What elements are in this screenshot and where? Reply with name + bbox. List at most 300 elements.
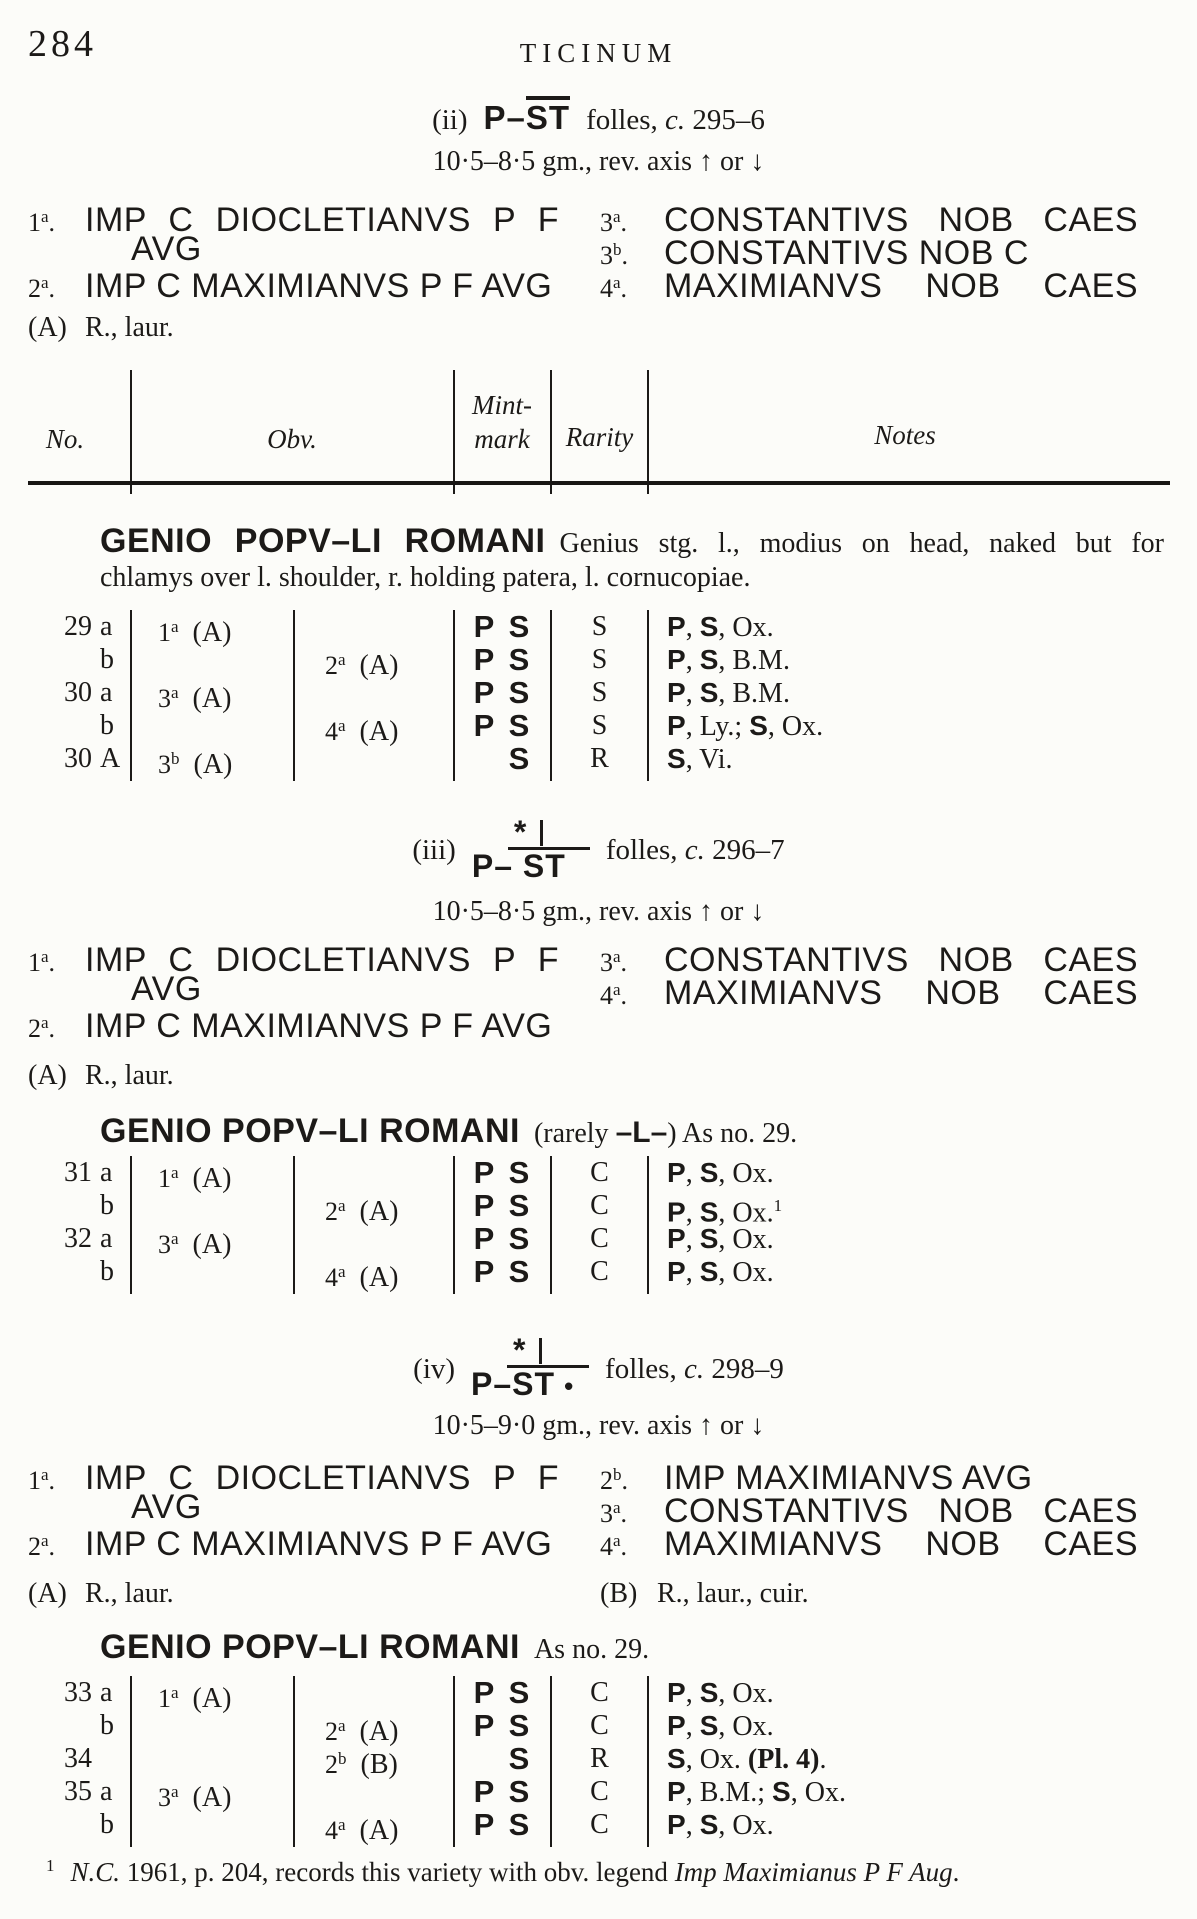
column-header-rarity: Rarity [565,422,634,452]
mint-letter: S [699,1223,719,1254]
obverse-cell-1 [132,1808,295,1847]
obverse-cell-1 [132,1255,295,1294]
mintmark-p: P [473,1708,495,1743]
bust-type-code: (A) [192,1229,232,1260]
bust-type-code: (A) [359,716,399,747]
legend-item [600,266,1138,305]
legend-list-right-iv [600,1458,1138,1563]
table-row [0,1188,1170,1229]
catalog-number-cell [0,742,132,781]
catalog-subletter: A [100,743,121,774]
star-symbol: * [513,1332,526,1368]
catalog-subletter: a [100,1677,113,1708]
footnote-text [71,1857,960,1887]
obverse-ref-number: 3 [158,750,171,779]
weight-line-iii: 10·5–8·5 gm., rev. axis ↑ or ↓ [432,896,765,927]
legend-text-line2: AVG [131,1488,202,1526]
section-iv-heading [0,1332,1197,1402]
mintmark-iv-pst: P–ST [471,1366,556,1402]
footnote-roman-text: 1961, p. 204, records this variety with obv. legend [120,1857,675,1887]
legend-item [600,1458,1138,1497]
catalog-number [0,1255,92,1294]
obverse-ref-sup: a [338,716,346,735]
legend-list-right-ii [600,200,1138,305]
mint-letter: P [667,1677,686,1708]
mintmark-p: P [473,1155,495,1190]
legend-ref: 1$^a$. [28,207,56,237]
bust-type-code: (A) [192,1163,232,1194]
legend-text: CONSTANTIVS NOB CAES [664,941,1138,979]
genio-description-2: chlamys over l. shoulder, r. holding patera, l. cornucopiae. [100,562,751,593]
obverse-ref-number: 1 [158,1684,171,1713]
mintmark-iii-pst: P– ST [471,848,566,884]
genio-description-1: Genius stg. l., modius on head, naked but for [559,528,1164,559]
section-ii-label: (ii) [432,104,468,136]
mint-letter: S [699,1157,719,1188]
legend-list-left-iv [28,1458,559,1563]
legend-text: IMP C DIOCLETIANVS P F [85,1459,559,1497]
obverse-ref-sup: a [338,1196,346,1215]
legend-ref-sup: a [41,1465,49,1484]
mintmark-p: P [473,708,495,743]
catalog-subletter: a [100,1776,113,1807]
mintmark-p: P [473,642,495,677]
legend-item [28,940,559,979]
legend-list-left-ii [28,200,559,305]
legend-ref: 4$^a$. [600,1531,628,1561]
rarity-cell: C [552,1156,649,1195]
catalog-number: 33 [64,1677,92,1708]
legend-text-line2: AVG [131,230,202,268]
bust-type-code: (B) [360,1749,398,1780]
bust-type-code: (A) [359,1815,399,1846]
legend-ref-number: 1 [28,948,41,977]
obverse-ref-sup: a [171,1163,179,1182]
rarity-cell: R [552,742,649,781]
bust-type-code: (A) [359,650,399,681]
notes-cell: P, Ly.; S, Ox. [667,710,824,742]
legend-item [600,200,1138,239]
obverse-ref-number: 3 [158,684,171,713]
table-row [0,1741,1170,1780]
bust-type-code: (A) [192,1782,232,1813]
legend-item [600,1524,1138,1563]
mintmark-iv-top [507,1332,589,1368]
genio-line1 [100,524,1164,561]
footnote [46,1856,959,1888]
mint-letter: P [667,1196,686,1228]
catalog-number [0,1808,92,1847]
legend-ref: 3$^a$. [600,1498,628,1528]
mintmark-p: P [473,675,495,710]
mintmark-s: S [508,1741,530,1776]
mintmark-ii-st-overline: ST [526,96,570,133]
notes-cell: P, S, B.M. [667,644,790,676]
footnote-roman-text: . [952,1857,960,1887]
obverse-ref-sup: a [171,617,179,636]
legend-text: CONSTANTIVS NOB CAES [664,1492,1138,1530]
notes-cell: P, B.M.; S, Ox. [667,1776,846,1808]
mint-letter: S [667,1743,686,1774]
catalog-subletter: b [100,1256,114,1287]
obverse-cell-2 [295,1808,455,1847]
mintmark-p: P [473,1774,495,1809]
vertical-bar-symbol [539,1338,542,1364]
legend-ref-number: 2 [28,274,41,303]
legend-ref-sup: a [613,1498,621,1517]
genio-legend: GENIO POPV–LI ROMANI [100,1112,520,1150]
rarity-cell: S [552,643,649,682]
legend-text: IMP C DIOCLETIANVS P F [85,941,559,979]
legend-text-line2: AVG [131,970,202,1008]
weight-line-iv: 10·5–9·0 gm., rev. axis ↑ or ↓ [432,1410,765,1441]
legend-text: IMP C MAXIMIANVS P F AVG [85,1007,553,1045]
legend-ref-sup: a [41,1013,49,1032]
catalog-table-3 [0,1675,1170,1846]
star-symbol: * [513,814,527,850]
notes-cell: P, S, B.M. [667,677,790,709]
bust-note-iv-a [28,1578,174,1610]
mint-letter: S [699,644,719,675]
mintmark-ii [484,96,571,134]
tail-pre: folles, [605,833,685,866]
legend-ref: 2$^a$. [28,273,56,303]
obverse-ref-sup: b [338,1749,347,1768]
tail-circa: c. [665,104,686,136]
legend-ref-sup: b [613,240,622,259]
mintmark-iii-top [508,814,590,850]
reverse-type-heading-iii [100,1112,797,1151]
legend-item [28,1458,559,1497]
legend-ref: 2$^a$. [28,1531,56,1561]
catalog-number-cell [0,1808,132,1847]
mintmark-s: S [508,1708,530,1743]
mint-letter: S [772,1776,791,1807]
mint-letter: P [667,710,686,741]
legend-ref-number: 4 [600,1532,613,1561]
legend-item [600,973,1138,1012]
tail-dates: 295–6 [685,104,765,136]
legend-ref: 1$^a$. [28,1465,56,1495]
catalog-subletter: b [100,644,114,675]
weight-line-ii: 10·5–8·5 gm., rev. axis ↑ or ↓ [432,146,765,177]
section-ii-heading [0,96,1197,137]
column-header-notes: Notes [874,420,936,450]
legend-ref-sup: a [41,947,49,966]
tail-circa: c. [684,833,705,866]
mint-letter: S [699,677,719,708]
mintmark-p: P [473,1221,495,1256]
rarity-cell: C [552,1222,649,1261]
legend-ref-number: 1 [28,208,41,237]
notes-cell: P, S, Ox. [667,1223,774,1255]
legend-text: CONSTANTIVS NOB CAES [664,201,1138,239]
obverse-ref-sup: a [338,1716,346,1735]
legend-ref: 3$^a$. [600,207,628,237]
obverse-ref-sup: a [338,1815,346,1834]
mintmark-cell [455,1808,552,1847]
bust-note-ii [28,312,174,344]
obverse-ref-number: 1 [158,1164,171,1193]
mint-letter: P [667,1809,686,1840]
legend-ref: 3$^b$. [600,240,628,270]
mintmark-ii-p: P– [483,99,526,136]
catalog-number: 30 [64,677,92,708]
catalog-number: 29 [64,611,92,642]
legend-ref-number: 3 [600,1499,613,1528]
obverse-reference [325,1262,398,1293]
catalog-table-1 [0,609,1170,780]
obverse-ref-number: 2 [325,651,338,680]
legend-ref-sup: a [41,273,49,292]
legend-ref-number: 2 [28,1532,41,1561]
bust-type-code: (A) [359,1262,399,1293]
mint-letter: P [667,1710,686,1741]
catalog-number-cell [0,1255,132,1294]
rarity-cell: C [552,1808,649,1847]
legend-ref-number: 3 [600,241,613,270]
obverse-ref-number: 1 [158,618,171,647]
mint-letter: S [699,1256,719,1287]
legend-item [600,1491,1138,1530]
obverse-cell-2 [295,1255,455,1294]
legend-ref-number: 2 [600,1466,613,1495]
notes-cell: P, S, Ox. [667,611,774,643]
tail-pre: folles, [605,1352,684,1385]
rarity-cell: C [552,1676,649,1715]
table-row [0,1254,1170,1293]
mintmark-iv-bottom [471,1368,589,1402]
legend-item [28,200,559,239]
mintmark-s: S [508,1254,530,1289]
catalog-subletter: a [100,677,113,708]
obverse-ref-sup: b [171,749,180,768]
legend-item [600,233,1138,272]
bust-type-code: (A) [192,617,232,648]
mintmark-s: S [508,642,530,677]
mint-letter: S [699,1809,719,1840]
legend-ref-sup: a [613,947,621,966]
mintmark-s: S [508,708,530,743]
bust-a-text: R., laur. [85,1578,174,1609]
mint-letter: S [699,1710,719,1741]
obverse-ref-number: 4 [325,1816,338,1845]
bust-a-label: (A) [28,312,67,343]
notes-cell: P, S, Ox.$^1$ [667,1196,783,1229]
genio-legend: GENIO POPV–LI ROMANI [100,522,546,560]
genio-rarely-pre: (rarely [533,1118,616,1149]
notes-cell: P, S, Ox. [667,1157,774,1189]
obverse-ref-sup: a [338,1262,346,1281]
legend-ref-sup: a [613,980,621,999]
genio-legend: GENIO POPV–LI ROMANI [100,1628,520,1666]
obverse-reference [325,1815,398,1846]
obverse-ref-sup: a [338,650,346,669]
obverse-ref-number: 3 [158,1230,171,1259]
section-iv-tail [605,1353,784,1386]
bust-b-text: R., laur., cuir. [657,1578,809,1609]
rarity-cell: C [552,1255,649,1294]
mintmark-s: S [508,1221,530,1256]
mintmark-s: S [508,675,530,710]
mint-letter: P [667,644,686,675]
catalog-number: 30 [64,743,92,774]
footnote-marker: 1 [773,1196,783,1215]
legend-ref-sup: a [613,207,621,226]
section-ii-tail [586,104,765,137]
obverse-ref-number: 4 [325,1263,338,1292]
catalog-subletter: b [100,710,114,741]
tail-circa: c. [683,1352,705,1385]
rarity-cell: C [552,1189,649,1229]
table-row [0,1708,1170,1747]
mint-letter: P [667,611,686,642]
footnote-italic-text: N.C. [70,1857,121,1887]
catalog-number: 31 [64,1157,92,1188]
genio-l-mark: –L– [615,1116,668,1149]
mintmark-p: P [473,1807,495,1842]
legend-ref-sup: b [613,1465,622,1484]
mintmark-cell [455,742,552,781]
table-row [0,708,1170,747]
mintmark-iv [471,1332,589,1402]
legend-ref-number: 3 [600,948,613,977]
rarity-cell: S [552,610,649,649]
legend-text: IMP MAXIMIANVS AVG [664,1459,1033,1497]
catalog-number: 35 [64,1776,92,1807]
notes-cell: P, S, Ox. [667,1677,774,1709]
rarity-cell: R [552,1742,649,1781]
obverse-ref-sup: a [171,1229,179,1248]
mint-letter: S [667,743,686,774]
table-row [0,609,1170,648]
tail-dates: 298–9 [704,1352,784,1385]
bust-a-text: R., laur. [85,1060,174,1091]
bust-type-code: (A) [359,1716,399,1747]
bust-a-label: (A) [28,1578,67,1609]
rarity-cell: C [552,1775,649,1814]
reverse-type-heading-ii [100,524,1164,595]
notes-cell: S, Vi. [667,743,733,775]
table-row [0,741,1170,780]
obverse-ref-number: 2 [325,1750,338,1779]
mint-letter: S [699,1677,719,1708]
bust-type-code: (A) [193,749,233,780]
catalog-subletter: b [100,1710,114,1741]
mint-letter: P [667,1256,686,1287]
running-head: TICINUM [519,38,678,68]
mintmark-p [467,742,501,781]
legend-ref: 4$^a$. [600,273,628,303]
legend-ref-sup: a [613,273,621,292]
section-iii-label: (iii) [412,833,456,866]
legend-item [28,1524,559,1563]
mintmark-p: P [473,609,495,644]
legend-text: MAXIMIANVS NOB CAES [664,1525,1138,1563]
section-iv-label: (iv) [413,1352,456,1385]
mintmark-s: S [508,1675,530,1710]
column-header-mint-1: Mint- [472,390,532,420]
legend-ref: 1$^a$. [28,947,56,977]
plate-reference: (Pl. 4) [747,1744,820,1775]
legend-text: IMP C MAXIMIANVS P F AVG [85,267,553,305]
obverse-cell-1 [132,742,295,781]
mintmark-cell [455,1255,552,1294]
rarity-cell: S [552,709,649,748]
mintmark-p: P [473,1188,495,1223]
tail-pre: folles, [586,104,666,136]
legend-ref-sup: a [41,207,49,226]
obverse-cell-2 [295,742,455,781]
column-header-no: No. [45,424,85,454]
bust-b-label: (B) [600,1578,638,1609]
obverse-ref-number: 2 [325,1197,338,1226]
catalog-table-2 [0,1155,1170,1293]
legend-list-right-iii [600,940,1138,1012]
legend-ref-sup: a [613,1531,621,1550]
legend-text: IMP C DIOCLETIANVS P F [85,201,559,239]
bust-a-label: (A) [28,1060,67,1091]
legend-ref: 3$^a$. [600,947,628,977]
mintmark-iii [471,814,590,884]
obverse-ref-number: 2 [325,1717,338,1746]
legend-text: IMP C MAXIMIANVS P F AVG [85,1525,553,1563]
column-header-obv: Obv. [267,424,317,454]
obverse-reference [158,749,232,780]
table-row [0,1774,1170,1813]
mintmark-s: S [508,1807,530,1842]
catalog-number: 34 [64,1743,92,1774]
mintmark-s: S [508,1155,530,1190]
legend-text: CONSTANTIVS NOB C [664,234,1029,272]
mint-letter: P [667,1157,686,1188]
legend-item [28,266,559,305]
mintmark-s: S [508,1188,530,1223]
mint-letter: P [667,677,686,708]
vertical-bar-symbol [540,820,543,846]
table-row [0,642,1170,681]
table-row [0,1155,1170,1194]
obverse-ref-number: 4 [325,717,338,746]
mintmark-s: S [508,1774,530,1809]
table-row [0,1675,1170,1714]
obverse-ref-sup: a [171,683,179,702]
tail-dates: 296–7 [704,833,785,866]
genio-as-no: ) As no. 29. [667,1118,798,1149]
bust-a-text: R., laur. [85,312,174,343]
header-rule [28,481,1170,485]
notes-cell: P, S, Ox. [667,1710,774,1742]
section-iii-heading [0,814,1197,884]
mintmark-p: P [473,1675,495,1710]
legend-item [28,1006,559,1045]
rarity-cell: C [552,1709,649,1748]
legend-text: MAXIMIANVS NOB CAES [664,974,1138,1012]
legend-text: MAXIMIANVS NOB CAES [664,267,1138,305]
catalog-subletter: a [100,1157,113,1188]
legend-item [600,940,1138,979]
catalog-number: 32 [64,1223,92,1254]
obverse-ref-number: 3 [158,1783,171,1812]
legend-ref-number: 3 [600,208,613,237]
legend-ref-number: 2 [28,1014,41,1043]
mint-letter: S [749,710,768,741]
mintmark-s: S [508,609,530,644]
bust-type-code: (A) [192,683,232,714]
pellet-symbol: • [564,1371,575,1401]
catalog-subletter: b [100,1809,114,1840]
bust-type-code: (A) [359,1196,399,1227]
